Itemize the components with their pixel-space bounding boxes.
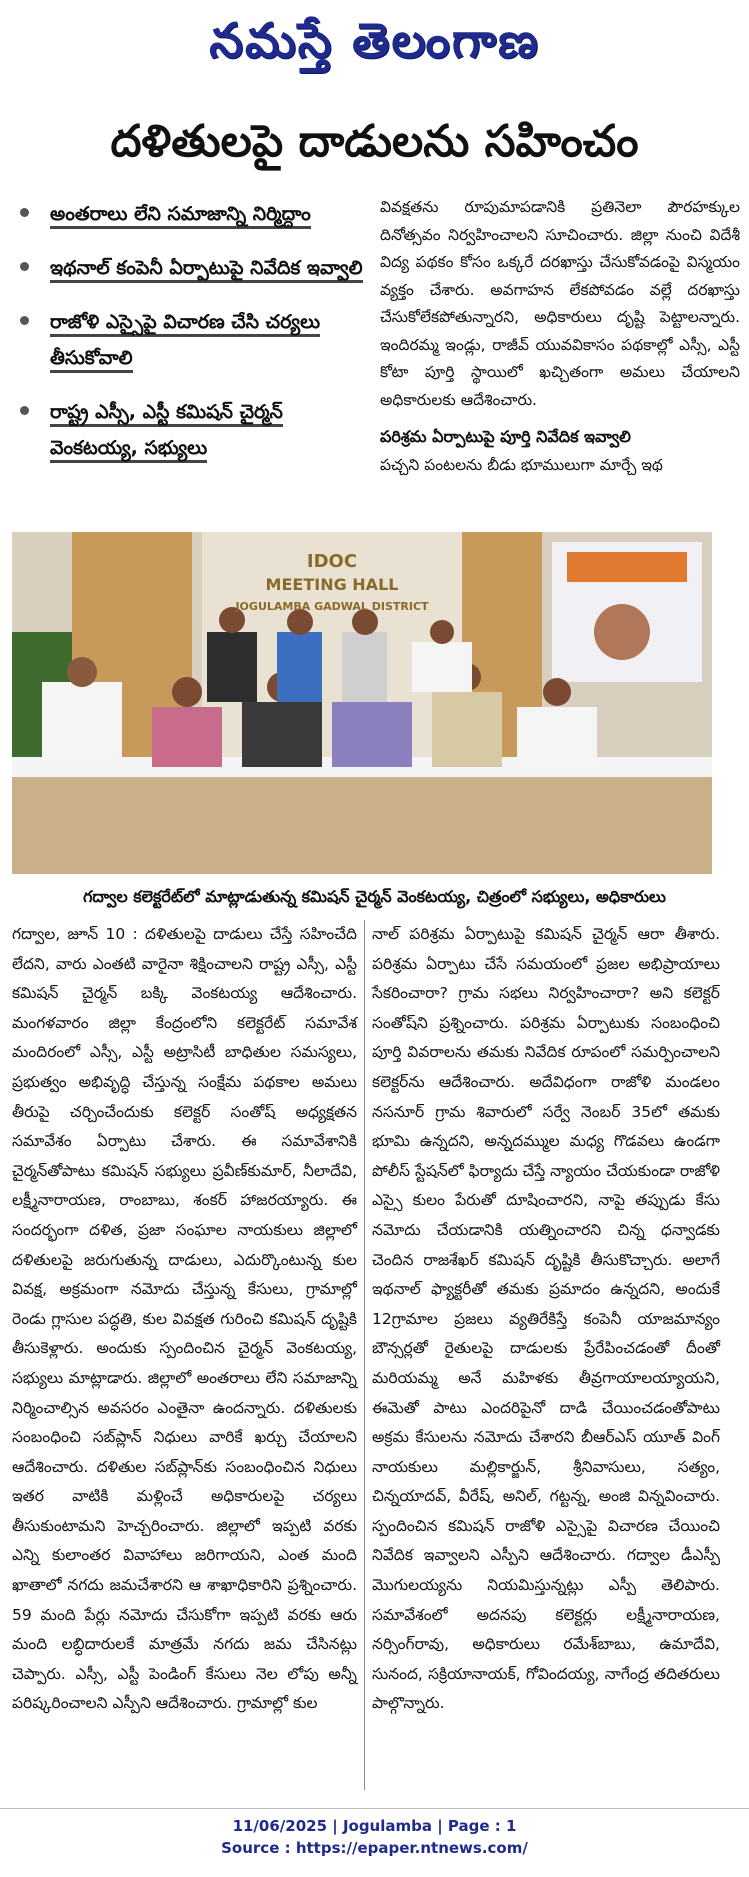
hall-sign-line1: IDOC (306, 551, 358, 572)
footer-source-link[interactable]: Source : https://epaper.ntnews.com/ (221, 1839, 528, 1857)
bullet-list (10, 196, 370, 484)
bullet-text: ఇథనాల్ కంపెనీ ఏర్పాటుపై నివేదిక ఇవ్వాలి (50, 257, 363, 283)
footer-separator (0, 1808, 749, 1809)
bullet-text: రాజోళి ఎస్సైపై విచారణ చేసి చర్యలు తీసుకోవాలి (50, 311, 320, 373)
body-column-1: గద్వాల, జూన్ 10 : దళితులపై దాడులు చేస్తే సహించేది లేదని, వారు ఎంతటి వారైనా శిక్షించాలని రాష్ట్ర ఎస్సీ, ఎస్టీ కమిషన్ చైర్మన్ బక్కి వెంకటయ్య ఆదేశించారు. మంగళవారం జిల్లా కేంద్రంలోని కలెక్టరేట్ సమావేశ మందిరంలో ఎస్సీ, ఎస్టీ అట్రాసిటీ బాధితుల సమస్యలు, ప్రభుత్వం అభివృద్ధి చేస్తున్న సంక్షేమ పథకాల అమలు తీరుపై చర్చించేందుకు కలెక్టర్ సంతోష్ అధ్యక్షతన సమావేశం ఏర్పాటు చేశారు. ఈ సమావేశానికి చైర్మన్‌తోపాటు కమిషన్ సభ్యులు ప్రవీణ్‌కుమార్, నీలాదేవి, లక్ష్మీనారాయణ, రాంబాబు, శంకర్ హాజరయ్యారు. ఈ సందర్భంగా దళిత, ప్రజా సంఘాల నాయకులు జిల్లాలో దళితులపై జరుగుతున్న దాడులు, ఎదుర్కొంటున్న కుల వివక్ష, అక్రమంగా నమోదు చేస్తున్న కేసులు, గ్రామాల్లో రెండు గ్లాసుల పద్ధతి, కుల వివక్షత గురించి కమిషన్ దృష్టికి తీసుకెళ్లారు. అందుకు స్పందించిన చైర్మన్ వెంకటయ్య, సభ్యులు మాట్లాడారు. జిల్లాలో అంతరాలు లేని సమాజాన్ని నిర్మించాల్సిన అవసరం ఎంతైనా ఉందన్నారు. దళితులకు సంబంధించి సబ్‌ప్లాన్ నిధులు వారికే ఖర్చు చేయాలని ఆదేశించారు. దళితుల సబ్‌ప్లాన్‌కు సంబంధించిన నిధులు ఇతర వాటికి మళ్లించే అధికారులపై చర్యలు తీసుకుంటామని హెచ్చరించారు. జిల్లాలో ఇప్పటి వరకు ఎన్ని కులాంతర వివాహాలు జరిగాయని, ఎంత మంది ఖాతాలో నగదు జమచేశారని ఆ శాఖాధికారిని ప్రశ్నించారు. 59 మంది పేర్లు నమోదు చేసుకోగా ఇప్పటి వరకు ఆరు మంది లబ్ధిదారులకే మాత్రమే నగదు జమ చేసినట్లు చెప్పారు. ఎస్సీ, ఎస్టీ పెండింగ్ కేసులు నెల లోపు అన్నీ పరిష్కరించాలని ఎస్పీని ఆదేశించారు. గ్రామాల్లో కుల (12, 925, 357, 1713)
hall-sign-line3: JOGULAMBA GADWAL DISTRICT (235, 600, 429, 613)
bullet-dot-icon (20, 208, 29, 217)
photo-caption: గద్వాల కలెక్టరేట్‌లో మాట్లాడుతున్న కమిషన్ చైర్మన్ వెంకటయ్య, చిత్రంలో సభ్యులు, అధికారులు (83, 887, 666, 906)
top-right-tail: పచ్చని పంటలను బీడు భూములుగా మార్చే ఇథ (380, 456, 663, 474)
bullet-text: అంతరాలు లేని సమాజాన్ని నిర్మిద్దాం (50, 203, 311, 229)
subheading: పరిశ్రమ ఏర్పాటుపై పూర్తి నివేదిక ఇవ్వాలి (380, 427, 631, 446)
top-right-paragraph: వివక్షతను రూపుమాపడానికి ప్రతినెలా పౌరహక్కుల దినోత్సవం నిర్వహించాలని సూచించారు. జిల్లా నుంచి విదేశీ విద్య పథకం కోసం ఒక్కరే దరఖాస్తు చేసుకోవడంపై విస్మయం వ్యక్తం చేశారు. అవగాహన లేకపోవడం వల్లే దరఖాస్తు చేసుకోలేకపోతున్నారని, అధికారులు దృష్టి పెట్టాలన్నారు. ఇందిరమ్మ ఇండ్లు, రాజీవ్ యువవికాసం పథకాల్లో ఎస్సీ, ఎస్టీ కోటా పూర్తి స్థాయిలో ఖచ్చితంగా అమలు చేయాలని అధికారులకు ఆదేశించారు. (380, 198, 740, 409)
bullet-text: రాష్ట్ర ఎస్సీ, ఎస్టీ కమిషన్ చైర్మన్ వెంకటయ్య, సభ్యులు (50, 401, 283, 463)
column-divider (364, 920, 365, 1790)
bullet-item (10, 196, 370, 232)
meeting-photo-illustration (12, 532, 712, 874)
body-column-2: నాల్ పరిశ్రమ ఏర్పాటుపై కమిషన్ చైర్మన్ ఆరా తీశారు. పరిశ్రమ ఏర్పాటు చేసే సమయంలో ప్రజల అభిప్రాయాలు సేకరించారా? గ్రామ సభలు నిర్వహించారా? అని కలెక్టర్ సంతోష్‌ని ప్రశ్నించారు. పరిశ్రమ ఏర్పాటుకు సంబంధించి పూర్తి వివరాలను తమకు నివేదిక రూపంలో సమర్పించాలని కలెక్టర్‌ను ఆదేశించారు. అదేవిధంగా రాజోళి మండలం నసనూర్ గ్రామ శివారులో సర్వే నెంబర్ 35లో తమకు భూమి ఉన్నదని, అన్నదమ్ముల మధ్య గొడవలు ఉండగా పోలీస్ స్టేషన్‌లో ఫిర్యాదు చేస్తే న్యాయం చేయకుండా రాజోళి ఎస్సై కులం పేరుతో దూషించారని, నాపై తప్పుడు కేసు నమోదు చేయడానికి యత్నించారని చిన్న ధన్వాడకు చెందిన రాజశేఖర్ కమిషన్ దృష్టికి తీసుకొచ్చారు. అలాగే ఇథనాల్ ఫ్యాక్టరీతో తమకు ప్రమాదం ఉన్నదని, అందుకే 12గ్రామాల ప్రజలు వ్యతిరేకిస్తే కంపెనీ యాజమాన్యం బౌన్సర్లతో రైతులపై దాడులకు ప్రేరేపించడంతో దీంతో మరియమ్మ అనే మహిళకు తీవ్రగాయాలయ్యాయని, ఈమెతో పాటు ఎందరిపైనో దాడి చేయించడంతోపాటు అక్రమ కేసులను నమోదు చేశారని బీఆర్ఎస్ యూత్ వింగ్ నాయకులు మల్లికార్జున్, శ్రీనివాసులు, సత్యం, చిన్నయాదవ్, వీరేష్, అనిల్, గట్టన్న, అంజి విన్నవించారు. స్పందించిన కమిషన్ రాజోళి ఎస్సైపై విచారణ చేయించి నివేదిక ఇవ్వాలని ఎస్పీని ఆదేశించారు. గద్వాల డీఎస్పీ మొగులయ్యను నియమిస్తున్నట్లు ఎస్పీ తెలిపారు. సమావేశంలో అదనపు కలెక్టర్లు లక్ష్మీనారాయణ, నర్సింగ్‌రావు, అధికారులు రమేశ్‌బాబు, ఉమాదేవి, సునంద, సక్రియానాయక్, గోవిందయ్య, నాగేంద్ర తదితరులు పాల్గొన్నారు. (372, 925, 720, 1713)
bullet-item (10, 394, 370, 466)
bullet-dot-icon (20, 262, 29, 271)
bullet-dot-icon (20, 406, 29, 415)
hall-sign-line2: MEETING HALL (265, 575, 399, 594)
footer (0, 1815, 749, 1859)
bullet-item (10, 304, 370, 376)
footer-date-line: 11/06/2025 | Jogulamba | Page : 1 (232, 1817, 517, 1835)
headline: దళితులపై దాడులను సహించం (110, 116, 639, 167)
bullet-dot-icon (20, 316, 29, 325)
masthead (0, 6, 749, 76)
bullet-item (10, 250, 370, 286)
masthead-title: నమస్తే తెలంగాణ (209, 13, 540, 69)
top-right-column (380, 194, 740, 480)
meeting-photo (12, 532, 712, 874)
